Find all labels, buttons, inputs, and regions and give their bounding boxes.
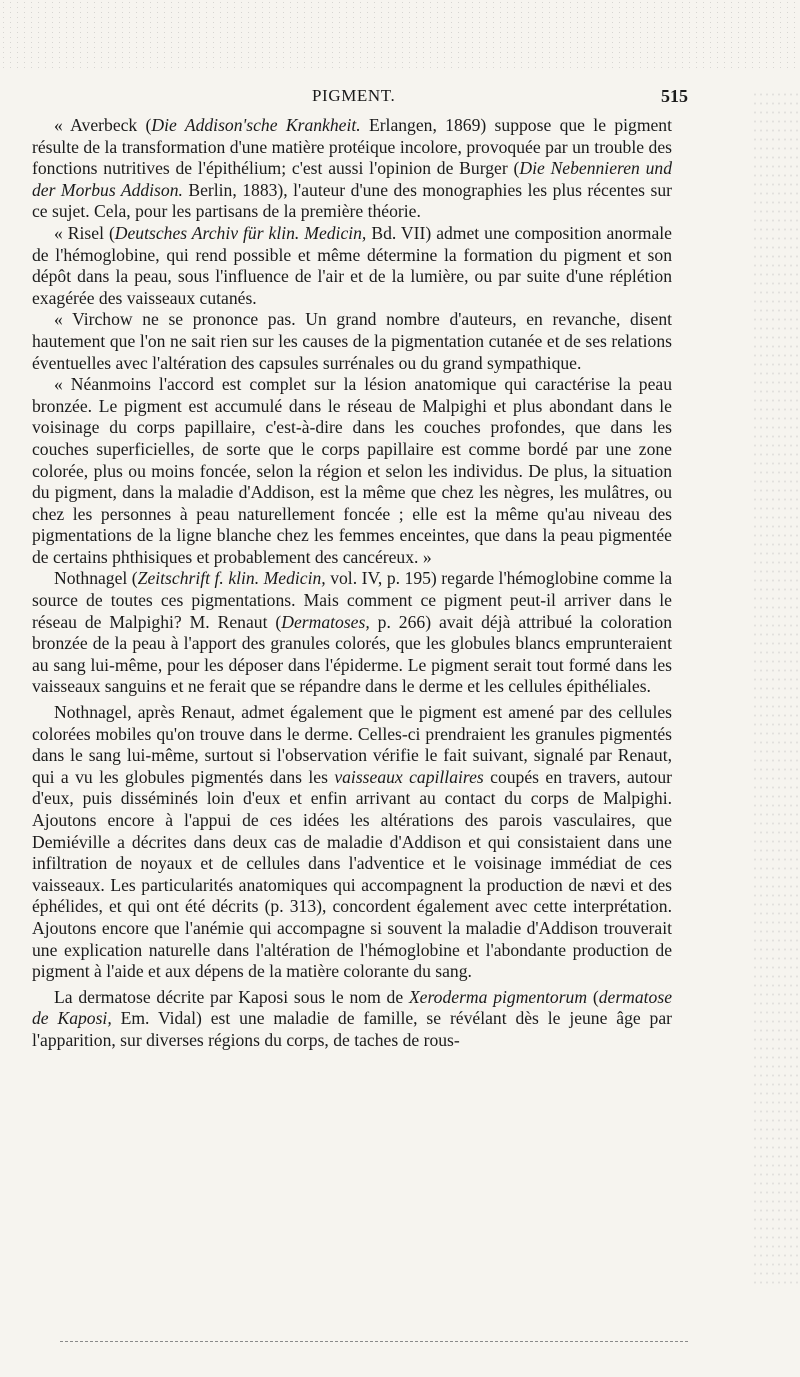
running-title: PIGMENT.: [312, 86, 396, 105]
text-run: La dermatose décrite par Kaposi sous le nom de: [54, 986, 409, 1007]
page-number: 515: [661, 86, 688, 106]
paragraph-virchow: « Virchow ne se prononce pas. Un grand nombre d'auteurs, en revanche, disent hautement que l'on ne sait rien sur les causes de la pigmentation cutanée et de ses relations éventuelles avec l'altération des capsules surrénales ou du grand sympathique.: [32, 309, 672, 373]
text-run: « Averbeck (: [54, 115, 152, 135]
text-run: « Risel (: [54, 222, 115, 243]
italic-title: Dermatoses,: [281, 611, 370, 632]
italic-term: dermatose de Kaposi,: [32, 986, 673, 1029]
paragraph-averbeck: [32, 115, 672, 223]
bottom-rule: [60, 1341, 688, 1342]
italic-title: Zeitschrift f. klin. Medicin,: [137, 568, 326, 589]
paragraph-kaposi: [32, 987, 672, 1052]
italic-term: Xeroderma pigmentorum: [408, 986, 588, 1007]
italic-title: Deutsches Archiv für klin. Medicin,: [114, 222, 367, 243]
text-run: Bd. VII) admet une composition anormale de l'hémoglobine, qui rend possible et même détermine la formation du pigment et son dépôt dans la peau, sous l'influence de l'air et de la lumière, ou par suite d'une réplétion exagérée des vaisseaux cutanés.: [32, 222, 672, 308]
page-header: [60, 86, 688, 110]
text-run: Nothnagel (: [54, 568, 138, 589]
text-run: coupés en travers, autour d'eux, puis disséminés loin d'eux et enfin arrivant au contact du corps de Malpighi. Ajoutons encore à l'appui de ces idées les altérations des parois vasculaires, que Demiéville a décrites dans deux cas de maladie d'Addison et qui consistaient dans une infiltration de noyaux et de cellules dans l'adventice et le voisinage immédiat de ces vaisseaux. Les particularités anatomiques qui accompagnent la production de nævi et des éphélides, et qui ont été décrits (p. 313), concordent également avec cette interprétation. Ajoutons encore que l'anémie qui accompagne si souvent la maladie d'Addison trouverait une explication naturelle dans l'altération de l'hémoglobine et l'abondante production de pigment à l'aide et aux dépens de la matière colorante du sang.: [32, 766, 672, 982]
scan-noise-right: [752, 90, 800, 1290]
italic-title: Die Addison'sche Krankheit.: [151, 115, 361, 135]
text-run: Erlangen, 1869) suppose que le pigment résulte de la transformation d'une matière protéique incolore, provoquée par un trouble des fonctions nutritives de l'épithélium; c'est aussi l'opinion de Burger (: [32, 115, 672, 179]
text-run: Nothnagel, après Renaut, admet également que le pigment est amené par des cellules colorées mobiles qu'on trouve dans le derme. Celles-ci prendraient les granules pigmentés dans le sang lui-même, surtout si l'observation vérifie le fait suivant, signalé par Renaut, qui a vu les globules pigmentés dans les: [32, 702, 672, 787]
paragraph-nothnagel: [32, 568, 672, 698]
text-run: p. 266) avait déjà attribué la coloration bronzée de la peau à l'apport des granules colorés, que les globules blancs emprunteraient au sang lui-même, pour les déposer dans l'épiderme. Le pigment serait tout formé dans les vaisseaux sanguins et ne ferait que se répandre dans le derme et les cellules épithéliales.: [32, 611, 672, 697]
paragraph-neanmoins: « Néanmoins l'accord est complet sur la lésion anatomique qui caractérise la peau bronzée. Le pigment est accumulé dans le réseau de Malpighi et plus abondant dans le voisinage du corps papillaire, c'est-à-dire dans les couches profondes, que dans les couches superficielles, de sorte que le corps papillaire est comme bordé par une zone colorée, plus ou moins foncée, selon la région et selon les individus. De plus, la situation du pigment, dans la maladie d'Addison, est la même que chez les nègres, les mulâtres, ou chez les personnes à peau naturellement foncée ; elle est la même qu'au niveau des pigmentations de la ligne blanche chez les femmes enceintes, que dans la peau pigmentée de certains phthisiques et probablement des cancéreux. »: [32, 374, 672, 567]
text-run: vol. IV, p. 195) regarde l'hémoglobine comme la source de toutes ces pigmentations. Mais comment ce pigment peut-il arriver dans le réseau de Malpighi? M. Renaut (: [32, 568, 673, 632]
italic-title: Die Nebennieren und der Morbus Addison.: [32, 158, 672, 200]
paragraph-nothnagel-renaut: [32, 702, 672, 983]
text-run: (: [587, 986, 599, 1007]
body-text: [32, 115, 672, 1052]
scan-noise-top: [0, 0, 800, 70]
text-run: Em. Vidal) est une maladie de famille, se révélant dès le jeune âge par l'apparition, sur diverses régions du corps, de taches de rous-: [32, 1008, 673, 1050]
italic-term: vaisseaux capillaires: [334, 766, 484, 787]
text-run: Berlin, 1883), l'auteur d'une des monographies les plus récentes sur ce sujet. Cela, pour les partisans de la première théorie.: [32, 179, 672, 222]
paragraph-risel: [32, 223, 672, 309]
